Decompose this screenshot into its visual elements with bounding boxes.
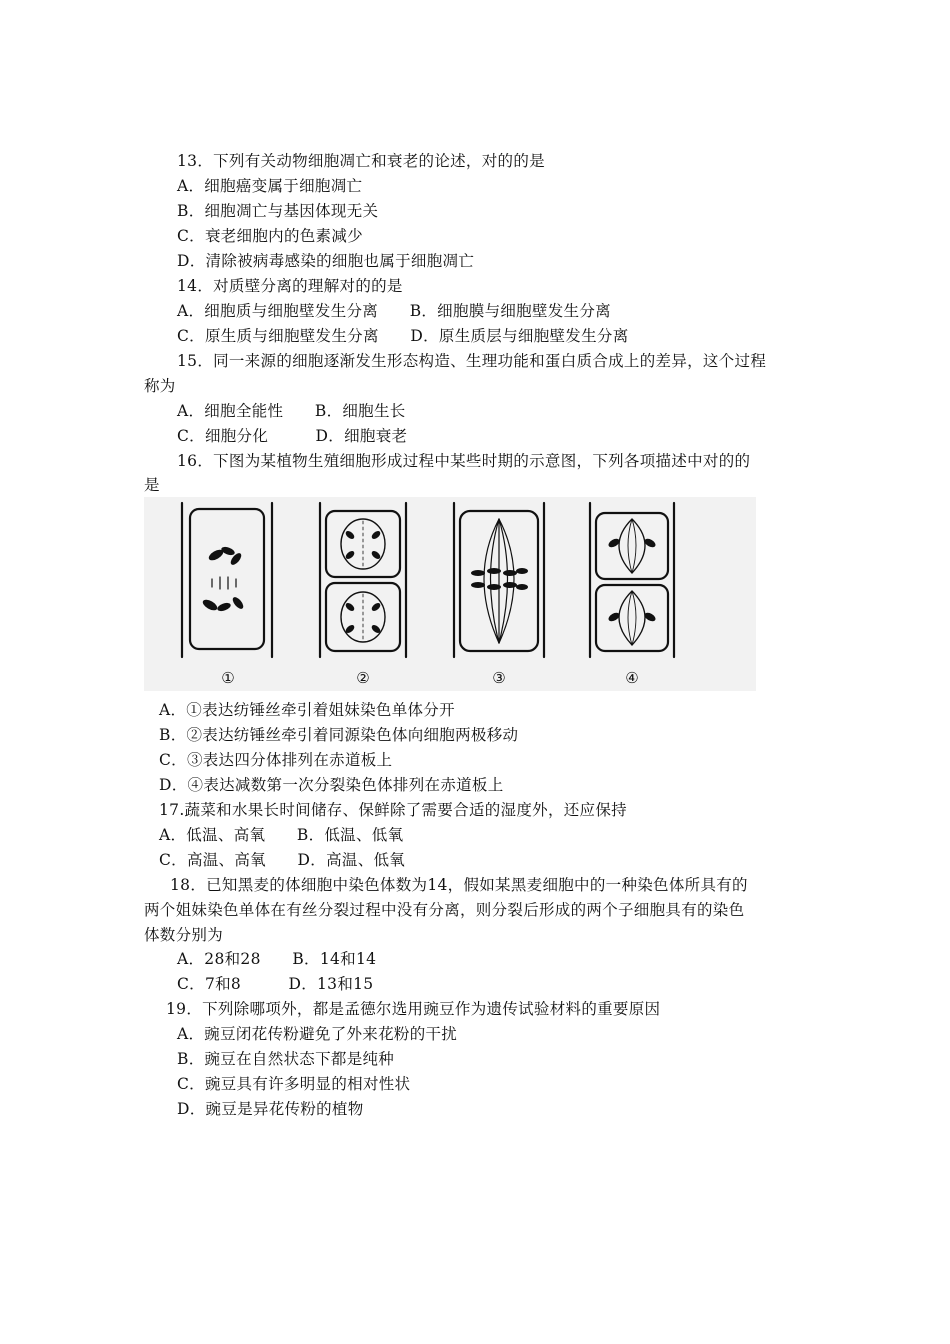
q16-stem-line1: 16．下图为某植物生殖细胞形成过程中某些时期的示意图，下列各项描述中对的的 bbox=[177, 452, 751, 470]
q13-option-d: D．清除被病毒感染的细胞也属于细胞凋亡 bbox=[177, 252, 475, 270]
q17-stem: 17.蔬菜和水果长时间储存、保鲜除了需要合适的湿度外，还应保持 bbox=[159, 801, 627, 819]
panel-4-cells bbox=[590, 503, 674, 657]
q14-stem: 14．对质壁分离的理解对的的是 bbox=[177, 277, 403, 295]
figure-label-3: ③ bbox=[492, 669, 506, 687]
q15-options-cd: C．细胞分化 D．细胞衰老 bbox=[177, 427, 408, 445]
q19-option-b: B．豌豆在自然状态下都是纯种 bbox=[177, 1050, 395, 1068]
q19-option-d: D．豌豆是异花传粉的植物 bbox=[177, 1100, 364, 1118]
figure-label-4: ④ bbox=[625, 669, 639, 687]
panel-2-cells bbox=[320, 503, 406, 657]
q18-stem-line3: 体数分别为 bbox=[144, 926, 224, 944]
q16-option-d: D．④表达减数第一次分裂染色体排列在赤道板上 bbox=[159, 776, 504, 794]
q15-stem-line2: 称为 bbox=[144, 377, 176, 395]
q18-options-ab: A．28和28 B．14和14 bbox=[177, 950, 377, 968]
panel-1-cell bbox=[182, 503, 272, 657]
figure-label-2: ② bbox=[356, 669, 370, 687]
q19-option-c: C．豌豆具有许多明显的相对性状 bbox=[177, 1075, 411, 1093]
q17-options-cd: C．高温、高氧 D．高温、低氧 bbox=[159, 851, 406, 869]
figure-label-1: ① bbox=[221, 669, 235, 687]
q13-option-a: A．细胞癌变属于细胞凋亡 bbox=[177, 177, 363, 195]
q14-options-ab: A．细胞质与细胞壁发生分离 B．细胞膜与细胞壁发生分离 bbox=[177, 302, 611, 320]
q15-options-ab: A．细胞全能性 B．细胞生长 bbox=[177, 402, 406, 420]
q16-option-a: A．①表达纺锤丝牵引着姐妹染色单体分开 bbox=[159, 701, 455, 719]
q19-stem: 19．下列除哪项外，都是孟德尔选用豌豆作为遗传试验材料的重要原因 bbox=[166, 1000, 661, 1018]
q16-option-c: C．③表达四分体排列在赤道板上 bbox=[159, 751, 393, 769]
q13-stem: 13．下列有关动物细胞凋亡和衰老的论述，对的的是 bbox=[177, 152, 545, 170]
cell-division-diagram bbox=[144, 497, 756, 691]
q19-option-a: A．豌豆闭花传粉避免了外来花粉的干扰 bbox=[177, 1025, 458, 1043]
q15-stem-line1: 15．同一来源的细胞逐渐发生形态构造、生理功能和蛋白质合成上的差异，这个过程 bbox=[177, 352, 767, 370]
panel-3-cell bbox=[454, 503, 544, 657]
q18-options-cd: C．7和8 D．13和15 bbox=[177, 975, 374, 993]
q17-options-ab: A．低温、高氧 B．低温、低氧 bbox=[159, 826, 404, 844]
cell-division-figure bbox=[144, 497, 756, 691]
q16-option-b: B．②表达纺锤丝牵引着同源染色体向细胞两极移动 bbox=[159, 726, 519, 744]
q18-stem-line1: 18．已知黑麦的体细胞中染色体数为14，假如某黑麦细胞中的一种染色体所具有的 bbox=[170, 876, 748, 894]
q16-stem-line2: 是 bbox=[144, 476, 160, 494]
q13-option-b: B．细胞凋亡与基因体现无关 bbox=[177, 202, 379, 220]
chromosomes bbox=[201, 529, 657, 634]
q13-option-c: C．衰老细胞内的色素减少 bbox=[177, 227, 363, 245]
q18-stem-line2: 两个姐妹染色单体在有丝分裂过程中没有分离，则分裂后形成的两个子细胞具有的染色 bbox=[144, 901, 745, 919]
q14-options-cd: C．原生质与细胞壁发生分离 D．原生质层与细胞壁发生分离 bbox=[177, 327, 629, 345]
